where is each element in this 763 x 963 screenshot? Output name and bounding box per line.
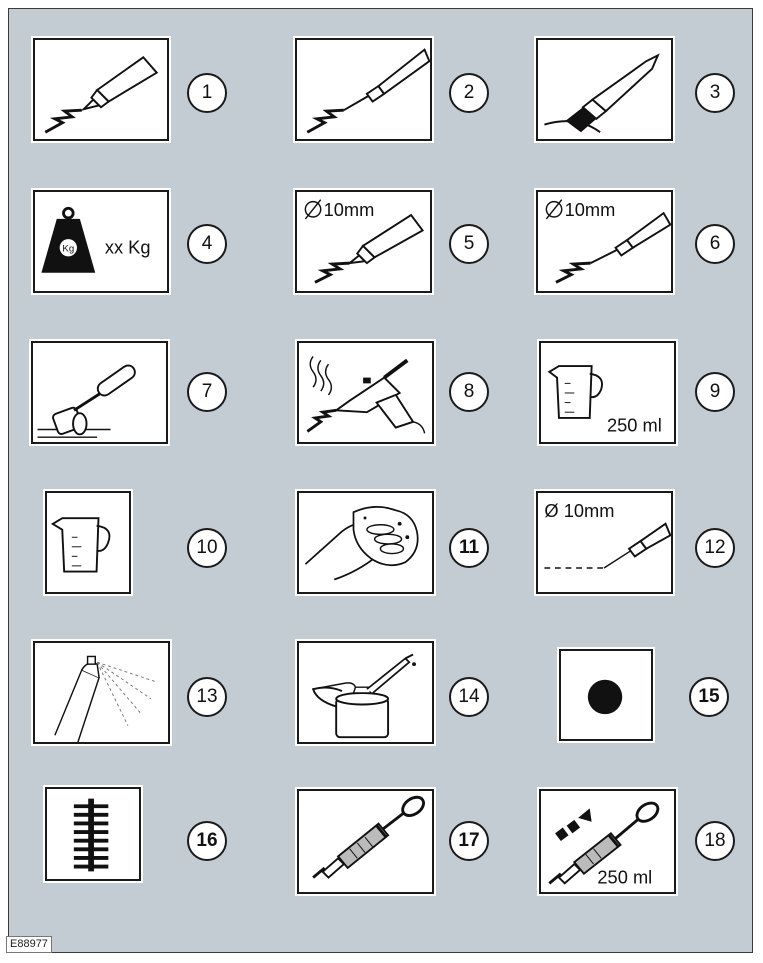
symbol-number-9: 9: [695, 372, 735, 412]
symbol-number-14: 14: [449, 677, 489, 717]
filled-dot-icon: [559, 649, 653, 741]
syringe-icon: [297, 789, 434, 894]
measuring-jug-volume-icon: [539, 341, 676, 444]
symbol-number-10: 10: [187, 528, 227, 568]
oil-can-icon: [297, 641, 434, 744]
symbol-number-3: 3: [695, 73, 735, 113]
symbol-number-18: 18: [695, 821, 735, 861]
paint-brush-icon: [536, 38, 673, 141]
spray-can-icon: [33, 641, 170, 744]
symbol-number-7: 7: [187, 372, 227, 412]
bristle-strip-icon: [45, 787, 141, 881]
weight-icon: [33, 190, 169, 293]
volume-label: 250 ml: [607, 414, 662, 436]
bead-diameter-label: Ø 10mm: [544, 500, 615, 522]
bead-dashed-line-icon: [536, 491, 673, 594]
symbol-chart-frame: [8, 8, 753, 953]
symbol-number-4: 4: [187, 224, 227, 264]
symbol-number-16: 16: [187, 821, 227, 861]
symbol-number-17: 17: [449, 821, 489, 861]
cartridge-applicator-icon: [295, 38, 432, 141]
tube-bead-diameter-icon: [295, 190, 432, 293]
volume-label: 250 ml: [597, 866, 653, 888]
bead-diameter-label: 10mm: [323, 199, 375, 221]
symbol-number-6: 6: [695, 224, 735, 264]
weight-mark: Kg: [62, 243, 75, 255]
roller-icon: [31, 341, 168, 444]
measuring-jug-icon: [45, 491, 131, 594]
bead-diameter-label: 10mm: [564, 199, 616, 221]
symbol-number-15: 15: [689, 677, 729, 717]
hand-cleaning-icon: [297, 491, 434, 594]
weight-label: xx Kg: [104, 236, 151, 258]
symbol-number-12: 12: [695, 528, 735, 568]
symbol-number-8: 8: [449, 372, 489, 412]
symbol-number-11: 11: [449, 528, 489, 568]
cartridge-bead-diameter-icon: [536, 190, 673, 293]
tube-applicator-icon: [33, 38, 169, 141]
symbol-number-1: 1: [187, 73, 227, 113]
symbol-number-5: 5: [449, 224, 489, 264]
symbol-number-2: 2: [449, 73, 489, 113]
hot-glue-gun-icon: [297, 341, 434, 444]
syringe-volume-icon: [539, 789, 676, 894]
symbol-number-13: 13: [187, 677, 227, 717]
reference-code: E88977: [6, 936, 52, 953]
